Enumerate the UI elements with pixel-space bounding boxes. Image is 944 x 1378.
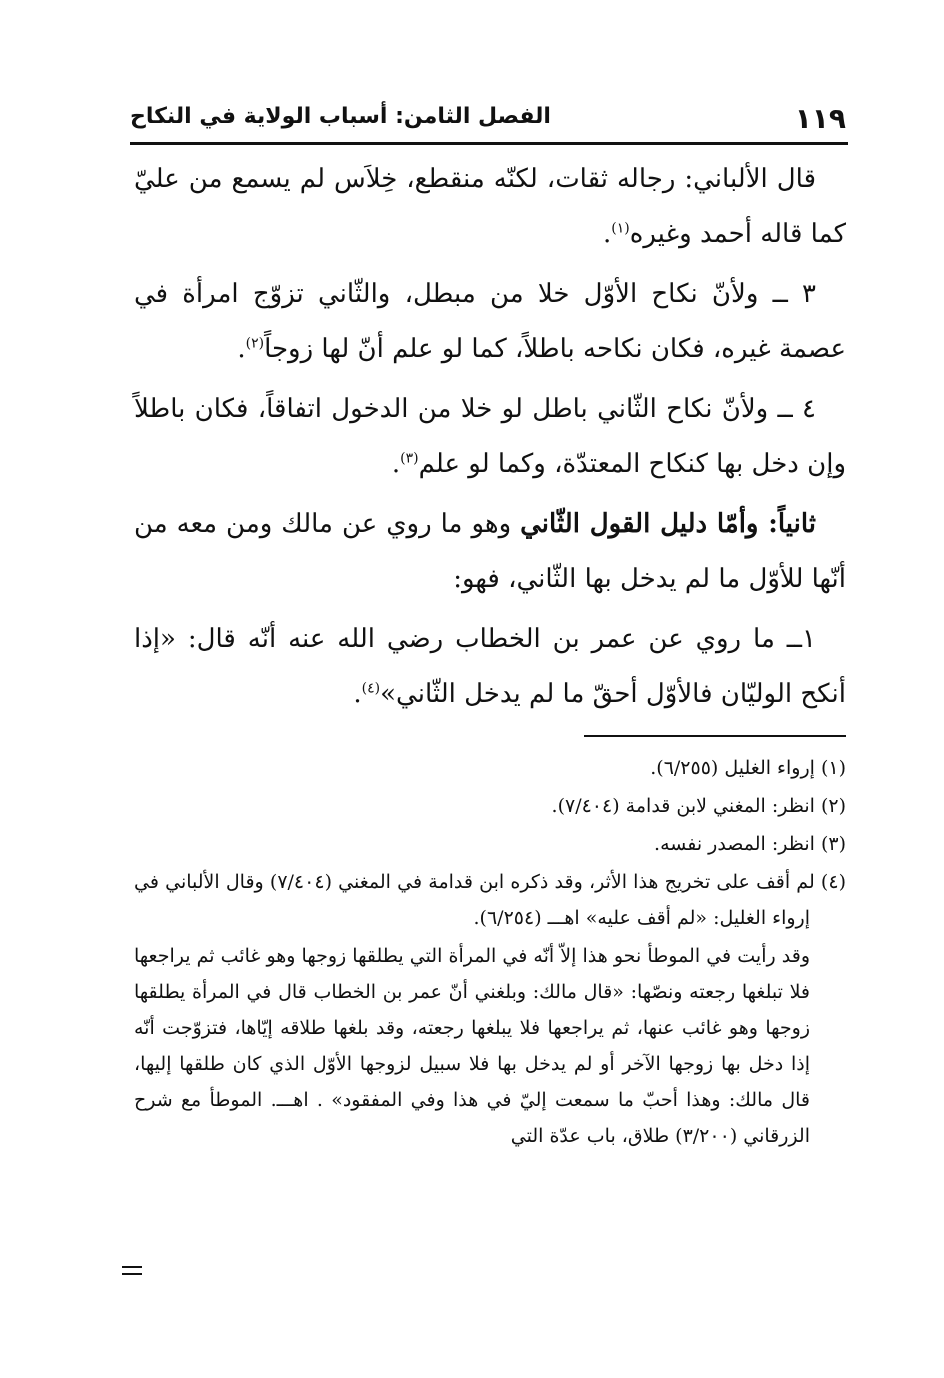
paragraph-text: ٣ ــ ولأنّ نكاح الأوّل خلا من مبطل، والثّاني تزوّج امرأة في عصمة غيره، فكان نكاحه باطلاً، كما لو علم أنّ لها زوجاً bbox=[134, 279, 846, 364]
paragraph-end: . bbox=[353, 679, 362, 709]
page-header bbox=[128, 102, 850, 136]
paragraph-text: وهو ما روي عن مالك ومن معه من أنّها للأوّل ما لم يدخل بها الثّاني، فهو: bbox=[134, 509, 846, 594]
footnote-1: (١) إرواء الغليل (٦/٢٥٥). bbox=[650, 757, 846, 779]
footnote-ref: (٤) bbox=[361, 680, 381, 697]
paragraph-albani-note bbox=[134, 152, 846, 262]
page-number: ١١٩ bbox=[794, 102, 846, 135]
paragraph-end: . bbox=[602, 219, 612, 249]
paragraph-text: قال الألباني: رجاله ثقات، لكنّه منقطع، خِلاَس لم يسمع من عليّ كما قاله أحمد وغيره bbox=[134, 164, 846, 249]
paragraph-text: ١ــ ما روي عن عمر بن الخطاب رضي الله عنه أنّه قال: «إذا أنكح الوليّان فالأوّل أحقّ ما لم يدخل الثّاني» bbox=[134, 624, 846, 709]
paragraph-point-1 bbox=[134, 612, 846, 722]
footnote-ref: (٣) bbox=[400, 450, 419, 467]
header-rule bbox=[130, 142, 848, 145]
footnote-4: (٤) لم أقف على تخريج هذا الأثر، وقد ذكره ابن قدامة في المغني (٧/٤٠٤) وقال الألباني في إرواء الغليل: «لم أقف عليه» اهـــ (٦/٢٥٤). bbox=[134, 871, 846, 929]
paragraph-point-4 bbox=[134, 382, 846, 492]
paragraph-end: . bbox=[391, 449, 401, 479]
page-corner-mark bbox=[122, 1266, 142, 1275]
section-heading: ثانياً: وأمّا دليل القول الثّاني bbox=[520, 509, 816, 539]
paragraph-end: . bbox=[237, 334, 246, 364]
running-title: الفصل الثامن: أسباب الولاية في النكاح bbox=[130, 104, 551, 129]
main-text bbox=[134, 152, 846, 727]
footnote-separator bbox=[584, 735, 846, 737]
paragraph-point-3 bbox=[134, 267, 846, 377]
paragraph-second-view bbox=[134, 497, 846, 607]
footnote-ref: (١) bbox=[611, 220, 630, 237]
footnote-2: (٢) انظر: المغني لابن قدامة (٧/٤٠٤). bbox=[551, 795, 846, 817]
footnote-ref: (٢) bbox=[245, 335, 265, 352]
footnote-4-continuation: وقد رأيت في الموطأ نحو هذا إلاّ أنّه في المرأة التي يطلقها زوجها وهو غائب ثم يراجعها فلا تبلغها رجعته ونصّها: «قال مالك: وبلغني أنّ عمر بن الخطاب قال في المرأة يطلقها زوجها وهو غائب عنها، ثم يراجعها فلا يبلغها رجعته، وقد بلغها طلاقه إيّاها، فتزوّجت أنّه إذا دخل بها زوجها الآخر أو لم يدخل بها فلا سبيل لزوجها الأوّل الذي كان طلقها إليها، قال مالك: وهذا أحبّ ما سمعت إليّ في هذا وفي المفقود» . اهـــ. الموطأ مع شرح الزرقاني (٣/٢٠٠) طلاق، باب عدّة التي bbox=[134, 945, 810, 1147]
footnotes bbox=[134, 750, 846, 1154]
paragraph-text: ٤ ــ ولأنّ نكاح الثّاني باطل لو خلا من الدخول اتفاقاً، فكان باطلاً وإن دخل بها كنكاح المعتدّة، وكما لو علم bbox=[134, 394, 846, 479]
footnote-3: (٣) انظر: المصدر نفسه. bbox=[654, 833, 846, 855]
